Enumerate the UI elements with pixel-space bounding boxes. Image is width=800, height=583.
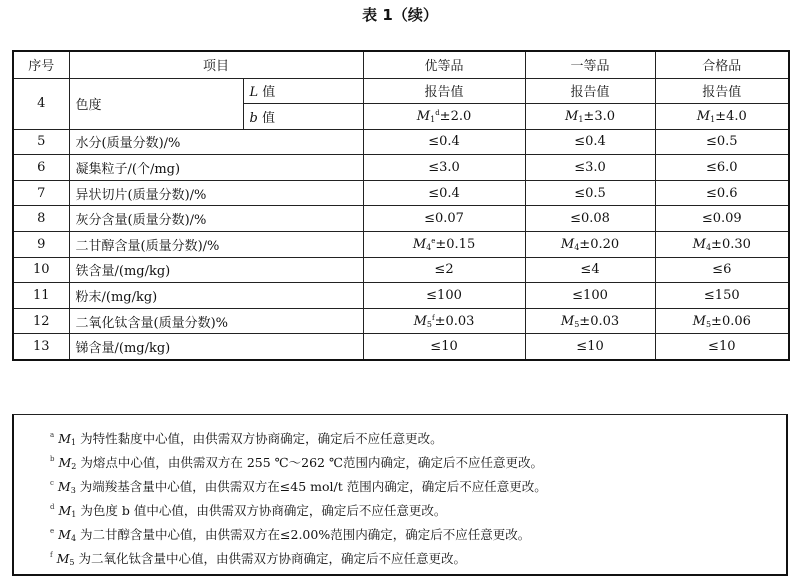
value-qualified: ≤0.09 bbox=[655, 206, 789, 232]
value-first: $M_4\pm 0.20$ bbox=[525, 232, 655, 258]
value-premium: $M_4^e\pm 0.15$ bbox=[363, 232, 525, 258]
row-item: 灰分含量(质量分数)/% bbox=[69, 206, 363, 232]
table-row bbox=[13, 129, 789, 155]
sub-item-l: L 值 bbox=[243, 78, 363, 104]
row-item: 锑含量/(mg/kg) bbox=[69, 334, 363, 360]
footnote: $^c$ $M_3$ 为端羧基含量中心值，由供需双方在≤45 mol/t 范围内确定，确定后不应任意更改。 bbox=[50, 479, 547, 495]
value-qualified: ≤6.0 bbox=[655, 155, 789, 181]
value-first: $M_1\pm 3.0$ bbox=[525, 104, 655, 130]
table-row bbox=[13, 257, 789, 283]
table-row bbox=[13, 308, 789, 334]
table-row bbox=[13, 78, 789, 104]
value-qualified: ≤0.6 bbox=[655, 180, 789, 206]
value-premium: ≤100 bbox=[363, 283, 525, 309]
row-item: 异状切片(质量分数)/% bbox=[69, 180, 363, 206]
table-row bbox=[13, 155, 789, 181]
value-premium: $M_5^f\pm 0.03$ bbox=[363, 308, 525, 334]
value-qualified: $M_5\pm 0.06$ bbox=[655, 308, 789, 334]
value-first: ≤100 bbox=[525, 283, 655, 309]
header-no: 序号 bbox=[13, 51, 69, 78]
row-no: 11 bbox=[13, 283, 69, 309]
row-no: 8 bbox=[13, 206, 69, 232]
value-first: $M_5\pm 0.03$ bbox=[525, 308, 655, 334]
table-row bbox=[13, 334, 789, 360]
row-item: 铁含量/(mg/kg) bbox=[69, 257, 363, 283]
table-caption: 表 1（续） bbox=[362, 6, 438, 24]
value-first: ≤0.5 bbox=[525, 180, 655, 206]
value-qualified: ≤10 bbox=[655, 334, 789, 360]
value-first: ≤4 bbox=[525, 257, 655, 283]
row-no: 9 bbox=[13, 232, 69, 258]
value-first: ≤3.0 bbox=[525, 155, 655, 181]
value-premium: ≤0.4 bbox=[363, 129, 525, 155]
value-premium: $M_1^d\pm 2.0$ bbox=[363, 104, 525, 130]
value-premium: 报告值 bbox=[363, 78, 525, 104]
row-no: 6 bbox=[13, 155, 69, 181]
value-first: 报告值 bbox=[525, 78, 655, 104]
row-item: 二氧化钛含量(质量分数)% bbox=[69, 308, 363, 334]
header-row bbox=[13, 51, 789, 78]
value-premium: ≤0.07 bbox=[363, 206, 525, 232]
row-item: 色度 bbox=[69, 78, 243, 129]
value-qualified: $M_1\pm 4.0$ bbox=[655, 104, 789, 130]
footnote: $^f$ $M_5$ 为二氧化钛含量中心值，由供需双方协商确定，确定后不应任意更改。 bbox=[50, 551, 466, 567]
row-no: 7 bbox=[13, 180, 69, 206]
value-premium: ≤0.4 bbox=[363, 180, 525, 206]
header-premium: 优等品 bbox=[363, 51, 525, 78]
value-first: ≤0.08 bbox=[525, 206, 655, 232]
table-row bbox=[13, 283, 789, 309]
value-qualified: $M_4\pm 0.30$ bbox=[655, 232, 789, 258]
value-qualified: 报告值 bbox=[655, 78, 789, 104]
value-qualified: ≤0.5 bbox=[655, 129, 789, 155]
footnote: $^b$ $M_2$ 为熔点中心值，由供需双方在 255 ℃～262 ℃范围内确定，确定后不应任意更改。 bbox=[50, 455, 543, 471]
header-qualified: 合格品 bbox=[655, 51, 789, 78]
row-item: 水分(质量分数)/% bbox=[69, 129, 363, 155]
table-row bbox=[13, 180, 789, 206]
value-qualified: ≤150 bbox=[655, 283, 789, 309]
sub-item-b: b 值 bbox=[243, 104, 363, 130]
row-no: 4 bbox=[13, 78, 69, 129]
spec-table bbox=[12, 50, 790, 361]
value-first: ≤0.4 bbox=[525, 129, 655, 155]
row-no: 12 bbox=[13, 308, 69, 334]
value-premium: ≤3.0 bbox=[363, 155, 525, 181]
row-no: 10 bbox=[13, 257, 69, 283]
header-first: 一等品 bbox=[525, 51, 655, 78]
footnote: $^d$ $M_1$ 为色度 b 值中心值，由供需双方协商确定，确定后不应任意更改。 bbox=[50, 503, 447, 519]
table-row bbox=[13, 206, 789, 232]
row-no: 5 bbox=[13, 129, 69, 155]
footnotes bbox=[12, 414, 788, 576]
table-row bbox=[13, 232, 789, 258]
header-item: 项目 bbox=[69, 51, 363, 78]
row-item: 粉末/(mg/kg) bbox=[69, 283, 363, 309]
row-item: 二甘醇含量(质量分数)/% bbox=[69, 232, 363, 258]
value-first: ≤10 bbox=[525, 334, 655, 360]
value-qualified: ≤6 bbox=[655, 257, 789, 283]
value-premium: ≤10 bbox=[363, 334, 525, 360]
footnote: $^a$ $M_1$ 为特性黏度中心值，由供需双方协商确定，确定后不应任意更改。 bbox=[50, 431, 443, 447]
row-no: 13 bbox=[13, 334, 69, 360]
footnote: $^e$ $M_4$ 为二甘醇含量中心值，由供需双方在≤2.00%范围内确定，确定后不应任意更改。 bbox=[50, 527, 531, 543]
value-premium: ≤2 bbox=[363, 257, 525, 283]
row-item: 凝集粒子/(个/mg) bbox=[69, 155, 363, 181]
